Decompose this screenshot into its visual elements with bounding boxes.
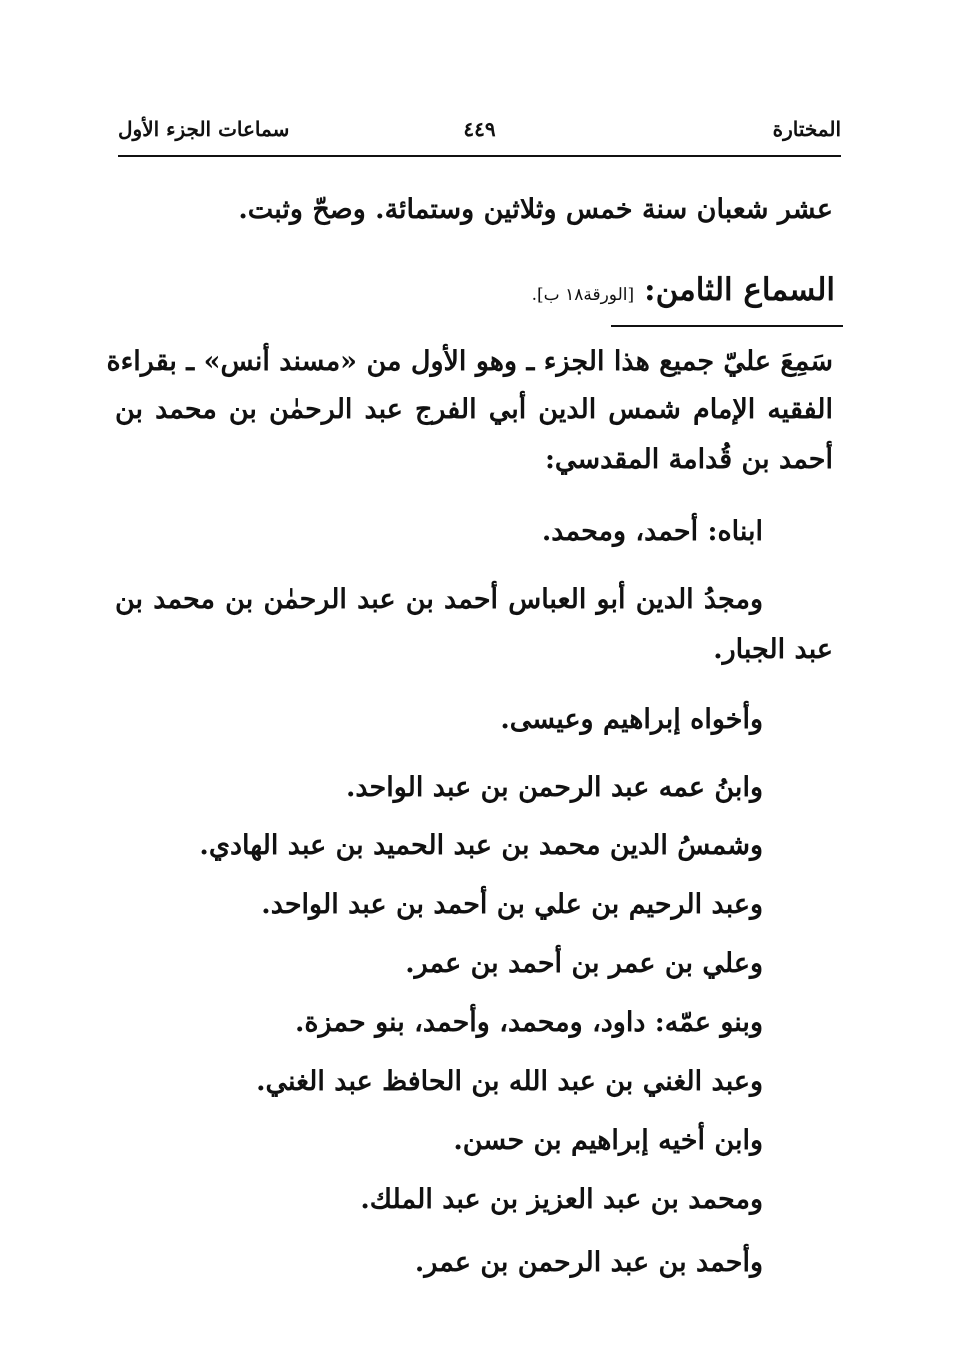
header-rule [118, 155, 841, 157]
listener-line: وأخواه إبراهيم وعيسى. [500, 704, 763, 735]
folio-reference: [الورقة١٨ ب]. [531, 285, 635, 305]
intro-line: عشر شعبان سنة خمس وثلاثين وستمائة. وصحّ وثبت. [238, 194, 833, 225]
listener-line: وعبد الرحيم بن علي بن أحمد بن عبد الواحد. [261, 889, 763, 920]
listener-line: وبنو عمّه: داود، ومحمد، وأحمد، بنو حمزة. [294, 1007, 763, 1038]
header-section: سماعات الجزء الأول [118, 117, 290, 141]
listener-line: وعلي بن عمر بن أحمد بن عمر. [405, 948, 763, 979]
section-title [532, 268, 835, 317]
listener-line: وشمسُ الدين محمد بن عبد الحميد بن عبد الهادي. [199, 830, 763, 861]
listener-line: عبد الجبار. [713, 634, 833, 665]
section-title-label: السماع الثامن: [644, 272, 835, 308]
listener-line: ابناه: أحمد، ومحمد. [541, 516, 763, 547]
listener-line: ومجدُ الدين أبو العباس أحمد بن عبد الرحمٰن بن محمد بن [115, 584, 763, 615]
listener-line: وابن أخيه إبراهيم بن حسن. [453, 1125, 763, 1156]
listener-line: وعبد الغني بن عبد الله بن الحافظ عبد الغني. [256, 1066, 763, 1097]
header-page-number: ٤٤٩ [463, 117, 496, 141]
running-header [118, 117, 841, 147]
body-line: أحمد بن قُدامة المقدسي: [544, 444, 833, 475]
listener-line: وأحمد بن عبد الرحمن بن عمر. [414, 1247, 763, 1278]
body-line: سَمِعَ عليّ جميع هذا الجزء ـ وهو الأول من «مسند أنس» ـ بقراءة [106, 346, 833, 377]
section-title-rule [611, 325, 843, 327]
header-book-title: المختارة [772, 117, 841, 141]
listener-line: وابنُ عمه عبد الرحمن بن عبد الواحد. [345, 772, 763, 803]
body-line: الفقيه الإمام شمس الدين أبي الفرج عبد الرحمٰن بن محمد بن [115, 394, 833, 425]
listener-line: ومحمد بن عبد العزيز بن عبد الملك. [360, 1184, 763, 1215]
